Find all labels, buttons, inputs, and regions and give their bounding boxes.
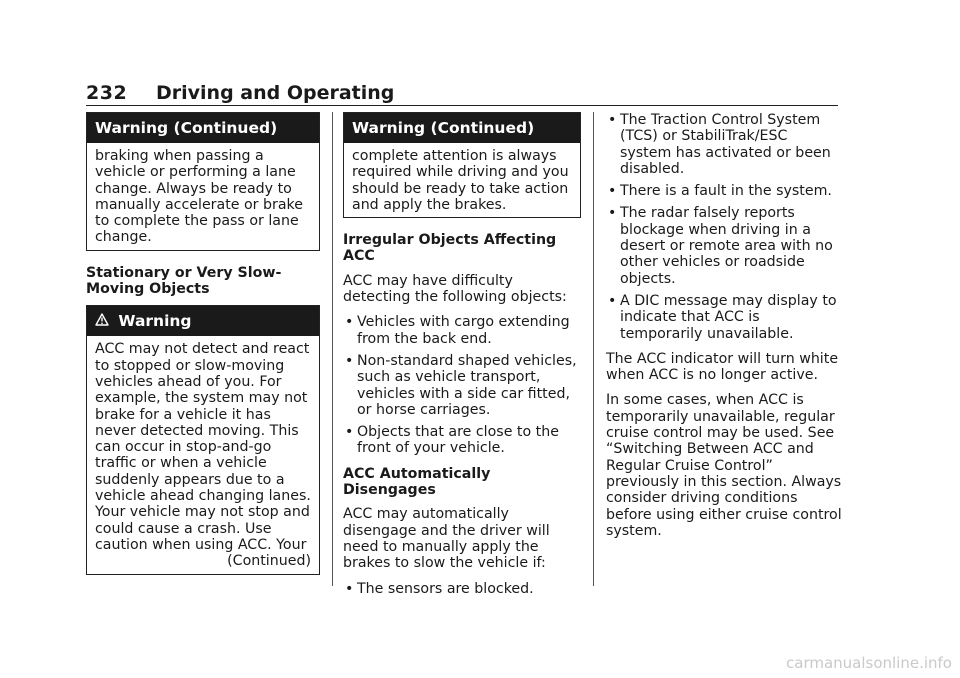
warning-title: Warning (Continued) — [87, 113, 319, 143]
paragraph: In some cases, when ACC is temporarily unavailable, regular cruise control may be used. See “Switching Between ACC and Regular Cruise Control” previously in this section. Always consider driving conditions before using either cruise control system. — [606, 392, 842, 539]
column-1 — [86, 112, 320, 589]
section-heading-acc-disengages: ACC Automatically Disengages — [343, 465, 491, 499]
list-item: • The sensors are blocked. — [343, 581, 581, 597]
section-heading-stationary-objects: Stationary or Very Slow-Moving Objects — [86, 264, 282, 298]
warning-box — [86, 305, 320, 574]
paragraph: ACC may automatically disengage and the driver will need to manually apply the brakes to slow the vehicle if: — [343, 506, 550, 572]
section-heading-irregular-objects: Irregular Objects Affecting ACC — [343, 232, 557, 265]
bullet-list — [343, 581, 581, 597]
list-item: • The Traction Control System (TCS) or StabiliTrak/ESC system has activated or been disabled. — [606, 112, 842, 177]
list-item: • A DIC message may display to indicate that ACC is temporarily unavailable. — [606, 293, 842, 342]
paragraph: The ACC indicator will turn white when ACC is no longer active. — [606, 350, 839, 384]
warning-box-continued — [86, 112, 320, 251]
warning-title: Warning (Continued) — [344, 113, 580, 143]
column-2 — [343, 112, 581, 606]
warning-title — [87, 306, 319, 336]
list-item: • Vehicles with cargo extending from the back end. — [343, 314, 581, 347]
list-item: • There is a fault in the system. — [606, 183, 842, 199]
bullet-list — [606, 112, 842, 342]
page-number: 232 — [86, 82, 128, 104]
warning-body — [87, 336, 319, 573]
watermark: carmanualsonline.info — [786, 654, 952, 672]
continued-label: (Continued) — [227, 553, 311, 570]
list-item: • Non-standard shaped vehicles, such as vehicle transport, vehicles with a side car fitted, or horse carriages. — [343, 353, 581, 418]
list-item: • The radar falsely reports blockage when driving in a desert or remote area with no other vehicles or roadside objects. — [606, 205, 842, 286]
warning-box-continued — [343, 112, 581, 218]
list-item: • Objects that are close to the front of your vehicle. — [343, 424, 581, 457]
column-divider-1 — [332, 112, 333, 586]
column-divider-2 — [593, 112, 594, 586]
paragraph: ACC may have difficulty detecting the following objects: — [343, 272, 567, 306]
chapter-title: Driving and Operating — [156, 82, 395, 104]
warning-body: complete attention is always required while driving and you should be ready to take action and apply the brakes. — [352, 148, 569, 213]
warning-title-text: Warning — [118, 312, 192, 331]
bullet-list — [343, 314, 581, 456]
column-3 — [606, 112, 842, 548]
page-header — [86, 82, 838, 106]
warning-triangle-icon — [95, 312, 109, 331]
warning-body: braking when passing a vehicle or performing a lane change. Always be ready to manually accelerate or brake to complete the pass or lane change. — [95, 148, 303, 246]
warning-text: ACC may not detect and react to stopped or slow-moving vehicles ahead of you. For example, the system may not brake for a vehicle it has never detected moving. This can occur in stop-and-go traffic or when a vehicle suddenly appears due to a vehicle ahead changing lanes. Your vehicle may not stop and could cause a crash. Use caution when using ACC. Your — [95, 341, 311, 553]
